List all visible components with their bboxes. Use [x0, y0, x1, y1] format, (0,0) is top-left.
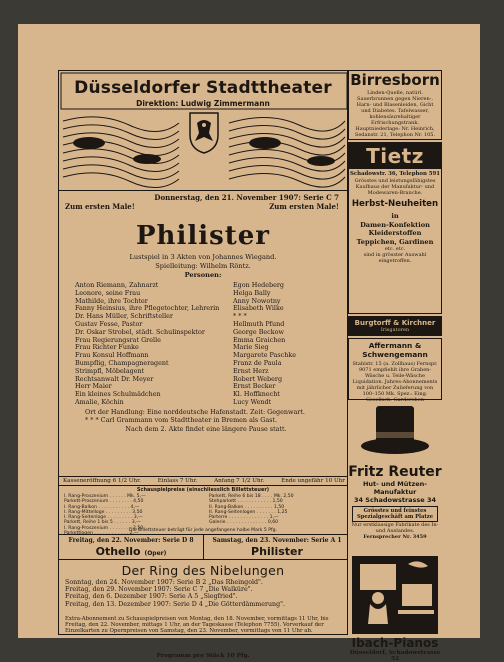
upcoming-right-heading: Samstag, den 23. November: Serie A 1: [212, 537, 342, 544]
start-time: Anfang 7 1/2 Uhr.: [214, 478, 265, 484]
end-time: Ende ungefähr 10 Uhr: [281, 478, 345, 484]
cast-list: [75, 282, 337, 407]
cast-actor: Elisabeth Wilke: [233, 304, 284, 313]
reuter-slogan: Grösstes und feinstes Spezialgeschäft am Platze: [352, 506, 438, 522]
schedule-line: Freitag, den 29. November 1907: Serie C 7 „Die Walküre".: [65, 586, 253, 594]
cast-role: Dr. Hans Müller, Schriftsteller: [75, 312, 173, 321]
reuter-name: Fritz Reuter: [348, 464, 442, 480]
upcoming-left: [59, 535, 204, 559]
burgtorff-name: Burgtorff & Kirchner: [354, 319, 436, 327]
affermann-text: Stahlstr. 15 (a. Zollhaus) Fernspr. 9071 empfiehlt ihre Graben-Wäsche u. Teile-Wäsche Liquidation. Jahres-Abonnements mit jährlicher Zulieferung von 100–150 Mk. Spez.: Eing. Gesellsch.-Garderoben: [352, 361, 438, 403]
ad-birresborn: [348, 70, 442, 140]
entry-time: Einlass 7 Uhr.: [157, 478, 198, 484]
cast-actor: Helga Bally: [233, 288, 271, 297]
ring-fine-print: Extra-Abonnement zu Schauspielpreisen von Montag, den 18. November, vormittags 11 Uhr, bis Freitag, den 22. November, mittags 1 Uhr, an der Tageskasse (Telephon 7755). Vorverkauf der Einzelkarten zu Opernpreisen von Samstag, den 23. November, vormittags von 11 Uhr ab.: [65, 616, 329, 635]
upcoming-left-title: Othello: [95, 545, 141, 558]
performance-meta: [59, 193, 347, 211]
ibach-address: Düsseldorf, Schadowstrasse 52: [349, 650, 441, 662]
cast-role: Anton Riemann, Zahnarzt: [75, 281, 159, 289]
pianist-illustration: [348, 554, 442, 636]
play-subtitle: Lustspiel in 3 Akten von Johannes Wiegand.: [129, 253, 277, 261]
ad-reuter: [348, 402, 442, 520]
reuter-small: Nur erstklassige Fabrikate des In- und Auslandes.: [351, 522, 439, 534]
price-line: I. Rang-Mittelloge . . . . . . . . . 3,50: [64, 509, 143, 515]
cast-role: Strimpfl, Möbelagent: [75, 366, 145, 375]
box-office-time: Kasseneröffnung 6 1/2 Uhr.: [63, 478, 141, 484]
upcoming-right: [205, 535, 349, 559]
price-line: Parkett-Proszenium . . . . . . . . 4,50: [64, 499, 144, 505]
price-line: Parkettlogen . . . . . . . . . . . . 2,—: [64, 531, 139, 537]
price-line: Parterre . . . . . . . . . . . . . . 1,—: [209, 515, 279, 521]
tietz-item: Damen-Konfektion: [360, 220, 430, 229]
tietz-item: etc. etc.: [384, 246, 406, 252]
tietz-text: Grösstes und leistungsfähigstes Kaufhaus der Manufaktur- und Modewaren-Branche.: [354, 178, 436, 196]
cast-actor: Ernst Herz: [233, 366, 269, 375]
program-page: [18, 24, 480, 662]
cast-actor: George Beckow: [233, 327, 284, 336]
cast-actor: Robert Weberg: [233, 374, 283, 383]
tietz-item: Teppichen, Gardinen: [356, 237, 434, 246]
cast-role: Frau Richter Funke: [75, 343, 139, 352]
tietz-items: [349, 212, 441, 264]
cast-role: Dr. Oskar Strobel, städt. Schulinspektor: [75, 327, 205, 336]
cast-actor: Anny Nowotny: [233, 296, 281, 305]
price-line: Parkett, Reihe 1 bis 5 . . . . . . 3,—: [64, 520, 141, 526]
cast-role: Rechtsanwalt Dr. Meyer: [75, 374, 154, 383]
schedule-line: Freitag, den 13. Dezember 1907: Serie D 4 „Die Götterdämmerung".: [65, 600, 286, 608]
tietz-address: Schadowstr. 36, Telephon 591: [349, 171, 441, 177]
burgtorff-sub: Irisgatoren: [380, 327, 410, 333]
persons-heading: Personen:: [184, 271, 222, 279]
ring-title: Der Ring des Nibelungen: [121, 563, 285, 578]
price-footer: Die Billettsteuer beträgt für jede angefangene halbe Mark 5 Pfg.: [128, 528, 278, 533]
ad-ibach-illustration: [348, 554, 442, 636]
cast-role: Bumpflig, Champagneragent: [75, 358, 169, 367]
ad-tietz: [348, 142, 442, 314]
ibach-name: Ibach-Pianos: [351, 636, 439, 650]
price-line: I. Rang-Balkon . . . . . . . . . . . 4,—: [64, 504, 140, 510]
tietz-item: Kleiderstoffen: [368, 229, 422, 237]
birresborn-name: Birresborn: [350, 71, 440, 89]
ring-schedule: [65, 579, 345, 608]
cast-role: Frau Regierungsrat Grelle: [75, 335, 161, 344]
price-line: II. Rang-Balkon . . . . . . . . . . 1,50: [209, 504, 285, 510]
coat-of-arms-icon: [187, 111, 221, 155]
reuter-line: Hut- und Mützen-Manufaktur: [362, 480, 428, 496]
setting-note: Ort der Handlung: Eine norddeutsche Hafenstadt. Zeit: Gegenwart.: [85, 408, 305, 416]
cast-actor: Franz de Paula: [233, 358, 282, 367]
reuter-phone: Fernsprecher Nr. 3459: [363, 534, 427, 540]
cast-actor: Emma Graichen: [233, 335, 286, 344]
play-direction: Spielleitung: Wilhelm Röntz.: [155, 262, 251, 270]
cast-role: Gustav Fesse, Pastor: [75, 319, 143, 328]
tietz-item: sind in grösster Auswahl eingetroffen.: [363, 252, 427, 264]
guest-note: * * * Carl Grammann vom Stadttheater in Bremen als Gast.: [85, 416, 278, 424]
cast-actor: Egon Hedeberg: [233, 281, 284, 289]
cast-actor: Ernst Becker: [233, 382, 276, 391]
program-price: Programm pro Stück 10 Pfg.: [156, 653, 250, 659]
ad-burgtorff: [348, 316, 442, 336]
cast-row: [75, 399, 337, 407]
cast-actor: Marie Sieg: [233, 343, 269, 352]
affermann-name: Affermann & Schwengemann: [362, 341, 428, 359]
timing-line: [63, 478, 345, 484]
first-time-left: Zum ersten Male!: [65, 202, 135, 211]
upcoming-left-heading: Freitag, den 22. November: Serie D 8: [68, 537, 194, 544]
cast-role: Fanny Heinsius, ihre Pflegetochter, Lehrerin: [75, 304, 220, 313]
pause-note: Nach dem 2. Akte findet eine längere Pause statt.: [125, 425, 287, 433]
price-line: Galerie . . . . . . . . . . . . . . 0,60: [209, 520, 279, 526]
cast-role: Leonore, seine Frau: [75, 288, 141, 297]
schedule-line: Sonntag, den 24. November 1907: Serie B 2 „Das Rheingold".: [65, 579, 263, 586]
theatre-title: Düsseldorfer Stadttheater: [74, 78, 332, 98]
play-title: Philister: [136, 221, 270, 251]
schedule-line: Freitag, den 6. Dezember 1907: Serie A 5 „Siegfried".: [65, 593, 238, 601]
birresborn-text: Linden-Quelle, natürl. Sauerbrunnen gegen Nieren-, Harn- und Blasenleiden, Gicht und Diabetes. Tafelwasser, kohlensäurehaltiger Erfrischungstrank. Hauptniederlage: Nr. Heinrich, Sedanstr. 21, Telephon Nr. 105.: [354, 90, 436, 138]
ad-affermann: [348, 338, 442, 403]
price-column-right: [209, 494, 345, 526]
ad-ibach: [348, 636, 442, 662]
cast-role: Amalie, Köchin: [75, 397, 124, 406]
upcoming-right-title: Philister: [251, 545, 303, 558]
theatre-direction: Direktion: Ludwig Zimmermann: [136, 99, 270, 108]
price-line: Parkett, Reihe 6 bis 18 . . . . Mk. 2,50: [209, 494, 294, 499]
upcoming-performances: [59, 534, 347, 560]
price-heading: Schauspielpreise (einschliesslich Billettsteuer): [136, 487, 270, 493]
cast-actor: Lucy Wendt: [233, 397, 272, 406]
playbill: [58, 70, 348, 659]
cast-role: Herr Maier: [75, 382, 112, 391]
cast-role: Frau Konsul Hoffmann: [75, 351, 149, 360]
price-line: I. Rang-Seitenloge . . . . . . . . . 3,—: [64, 515, 143, 521]
theatre-header: [59, 71, 347, 191]
cast-actor: * * *: [233, 312, 247, 321]
price-line: I. Rang-Proszenium . . . . . . . . 2,50: [64, 525, 144, 531]
tietz-item: in: [391, 212, 399, 220]
cast-row: [75, 376, 337, 384]
cast-actor: Kl. Hoffknecht: [233, 390, 280, 399]
cast-actor: Margarete Paschke: [233, 351, 296, 360]
ad-reuter-small: [348, 522, 442, 550]
price-line: II. Rang-Seitenlogen . . . . . . . 1,25: [209, 509, 288, 515]
first-time-right: Zum ersten Male!: [269, 202, 339, 211]
upcoming-left-suffix: (Oper): [144, 550, 167, 557]
date-line: Donnerstag, den 21. November 1907: Serie C 7: [154, 193, 339, 202]
price-line: Stehparkett . . . . . . . . . . . . 1,50: [209, 499, 283, 505]
cast-role: Mathilde, ihre Tochter: [75, 296, 148, 305]
price-line: I. Rang-Proszenium . . . . . . Mk. 5,—: [64, 494, 146, 499]
top-hat-icon: [348, 402, 442, 460]
price-table: [59, 486, 347, 537]
tietz-name: Tietz: [366, 144, 424, 168]
cast-role: Ein kleines Schulmädchen: [75, 390, 161, 399]
cast-actor: Hellmuth Pfund: [233, 319, 285, 328]
reuter-address: 34 Schadowstrasse 34: [353, 496, 436, 504]
tietz-herbst: Herbst-Neuheiten: [351, 199, 439, 209]
